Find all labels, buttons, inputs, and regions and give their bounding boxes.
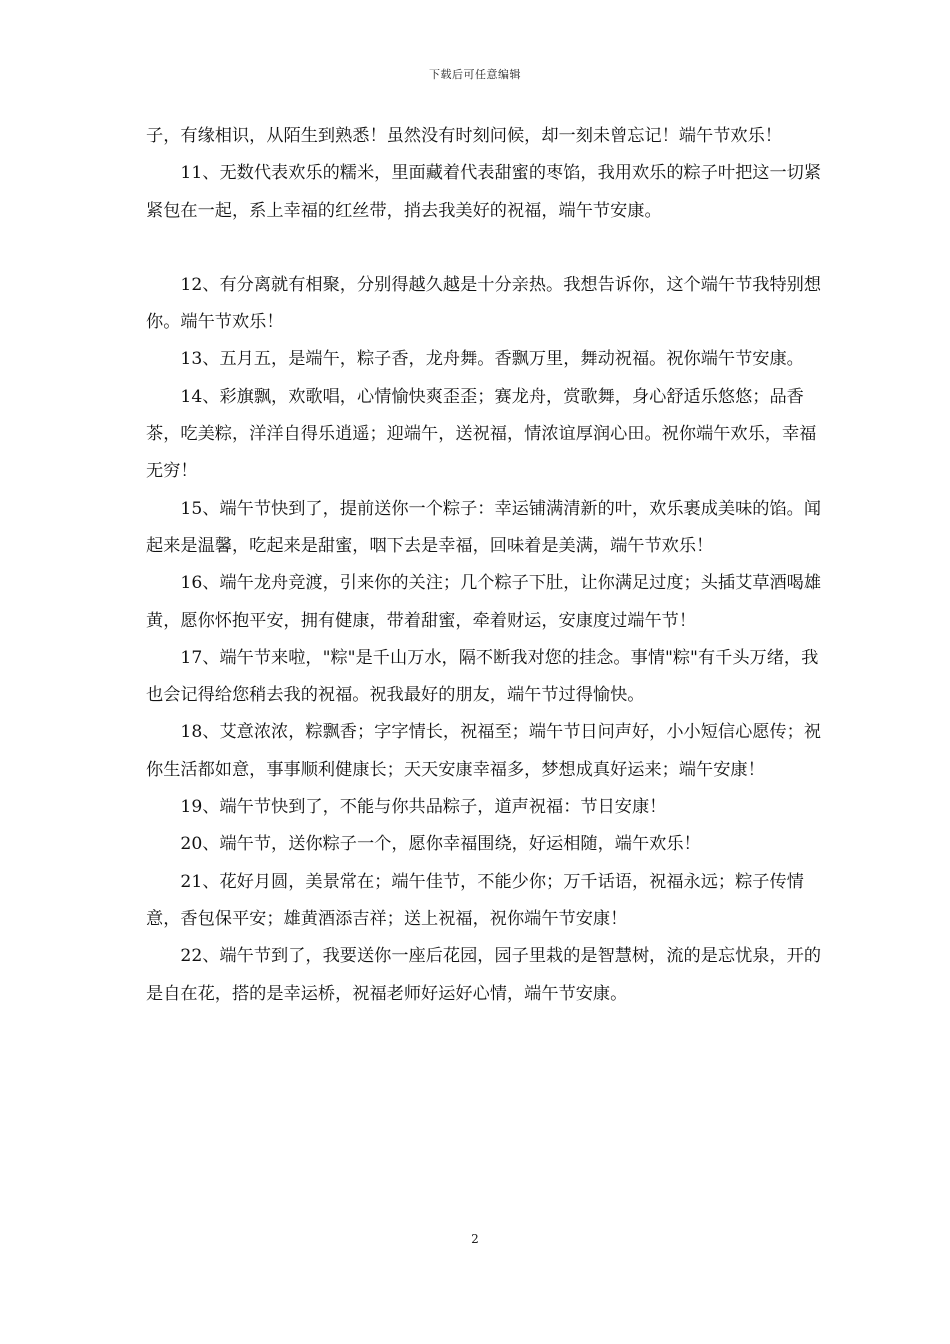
paragraph-item-22: 22、端午节到了，我要送你一座后花园，园子里栽的是智慧树，流的是忘忧泉，开的是自在花，搭的是幸运桥，祝福老师好运好心情，端午节安康。 <box>146 946 822 1004</box>
paragraph-item-18: 18、艾意浓浓，粽飘香；字字情长，祝福至；端午节日问声好，小小短信心愿传；祝你生活都如意，事事顺利健康长；天天安康幸福多，梦想成真好运来；端午安康！ <box>146 722 822 780</box>
paragraph-item-15: 15、端午节快到了，提前送你一个粽子：幸运铺满清新的叶，欢乐裹成美味的馅。闻起来是温馨，吃起来是甜蜜，咽下去是幸福，回味着是美满，端午节欢乐！ <box>146 498 822 556</box>
paragraph-continuation: 子，有缘相识，从陌生到熟悉！虽然没有时刻问候，却一刻未曾忘记！端午节欢乐！ <box>146 126 782 146</box>
paragraph-item-20: 20、端午节，送你粽子一个，愿你幸福围绕，好运相随，端午欢乐！ <box>180 834 701 855</box>
paragraph-item-12: 12、有分离就有相聚，分别得越久越是十分亲热。我想告诉你，这个端午节我特别想你。端午节欢乐！ <box>146 274 822 333</box>
paragraph-item-21: 21、花好月圆，美景常在；端午佳节，不能少你；万千话语，祝福永远；粽子传情意，香包保平安；雄黄酒添吉祥；送上祝福，祝你端午节安康！ <box>146 871 804 929</box>
paragraph-item-11: 11、无数代表欢乐的糯米，里面藏着代表甜蜜的枣馅，我用欢乐的粽子叶把这一切紧紧包在一起，系上幸福的红丝带，捎去我美好的祝福，端午节安康。 <box>146 163 822 221</box>
page-header: 下载后可任意编辑 <box>429 68 521 81</box>
paragraph-item-13: 13、五月五，是端午，粽子香，龙舟舞。香飘万里，舞动祝福。祝你端午节安康。 <box>180 349 804 370</box>
page-number: 2 <box>471 1232 479 1246</box>
paragraph-item-14: 14、彩旗飘，欢歌唱，心情愉快爽歪歪；赛龙舟，赏歌舞，身心舒适乐悠悠；品香茶，吃美粽，洋洋自得乐逍遥；迎端午，送祝福，情浓谊厚润心田。祝你端午欢乐，幸福无穷！ <box>146 386 817 482</box>
paragraph-gap <box>146 230 826 267</box>
paragraph-item-17: 17、端午节来啦，"粽"是千山万水，隔不断我对您的挂念。事情"粽"有千头万绪，我也会记得给您稍去我的祝福。祝我最好的朋友，端午节过得愉快。 <box>146 647 819 706</box>
document-body <box>146 118 826 1013</box>
paragraph-item-19: 19、端午节快到了，不能与你共品粽子，道声祝福：节日安康！ <box>180 797 667 818</box>
paragraph-item-16: 16、端午龙舟竞渡，引来你的关注；几个粽子下肚，让你满足过度；头插艾草酒喝雄黄，愿你怀抱平安，拥有健康，带着甜蜜，牵着财运，安康度过端午节！ <box>146 573 822 631</box>
